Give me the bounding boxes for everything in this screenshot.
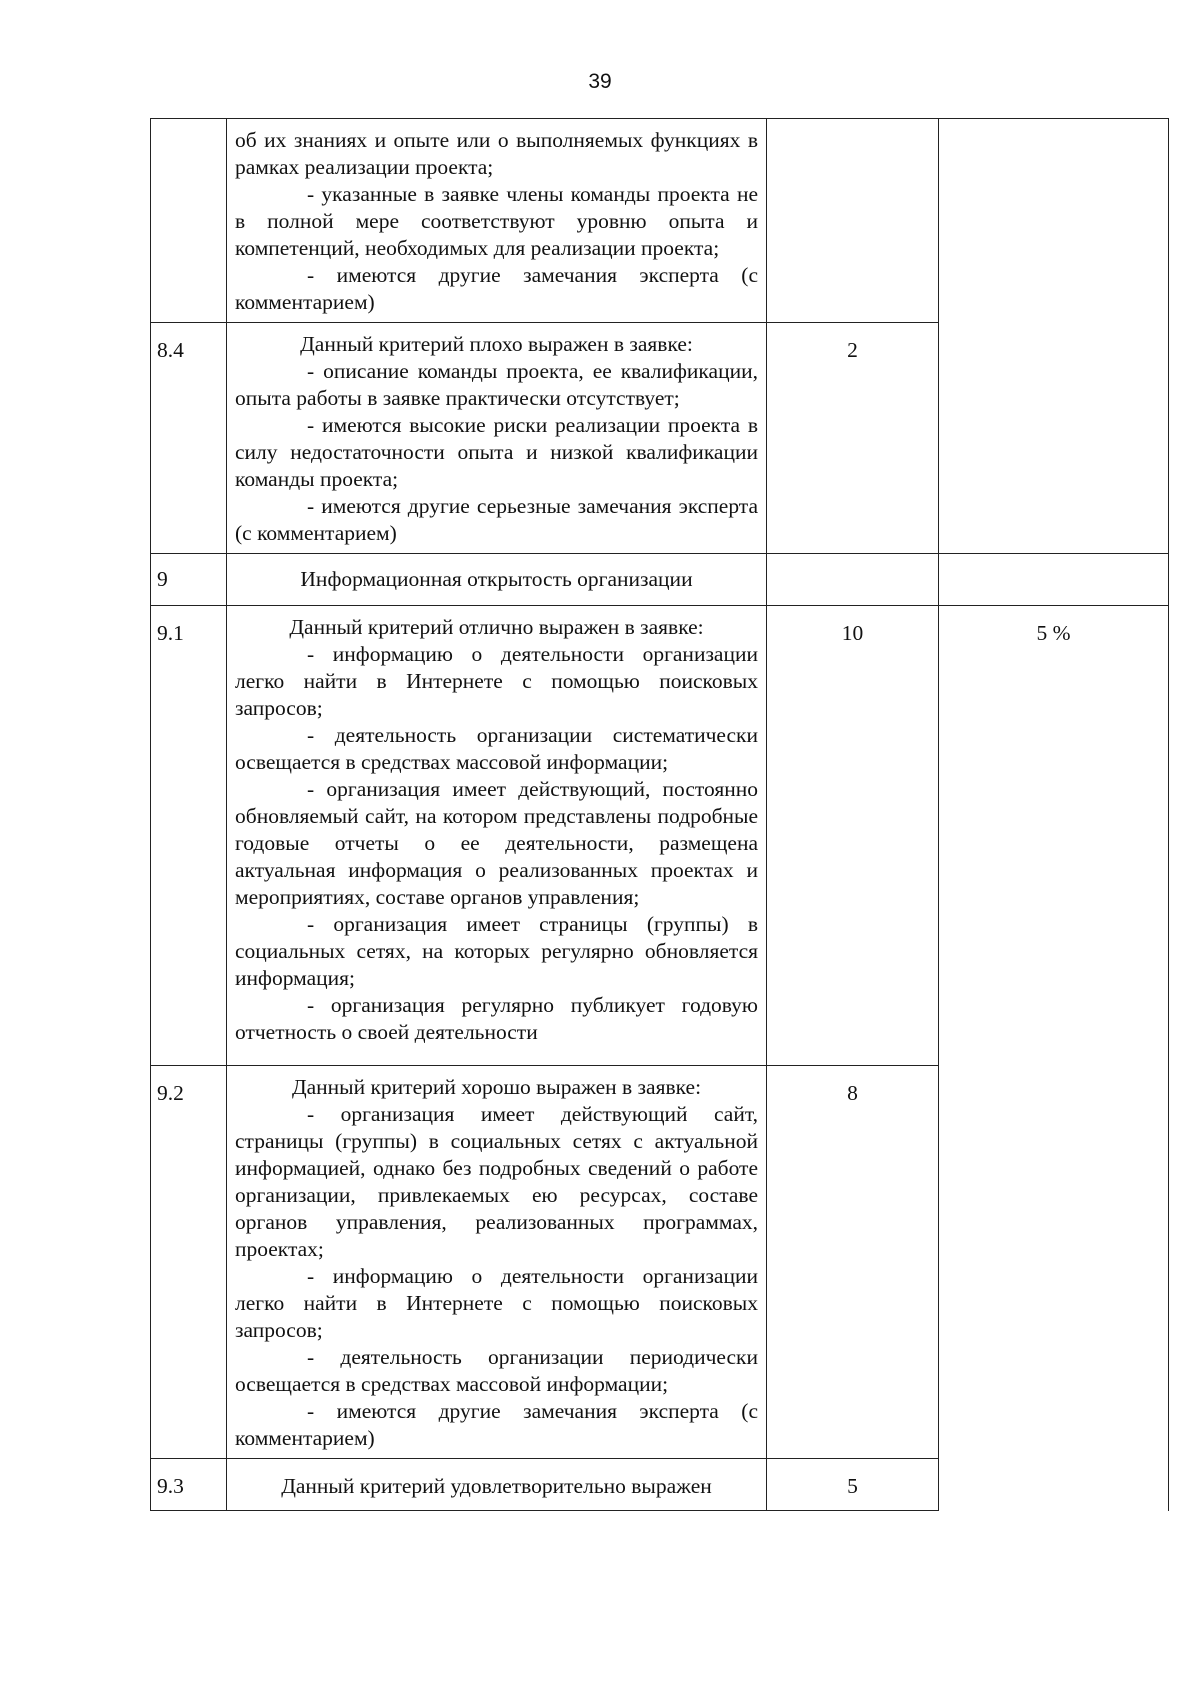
table-row bbox=[151, 606, 1169, 1066]
criterion-description bbox=[227, 1459, 767, 1511]
criterion-line: - организация имеет действующий сайт, страницы (группы) в социальных сетях с актуальной информацией, однако без подробных сведений о работе организации, привлекаемых ею ресурсах, составе органов управления, реализованных программах, проектах; bbox=[235, 1102, 758, 1261]
table-row bbox=[151, 119, 1169, 323]
criterion-title: Данный критерий отлично выражен в заявке: bbox=[289, 615, 704, 639]
criterion-line: - деятельность организации периодически освещается в средствах массовой информации; bbox=[235, 1345, 758, 1396]
table-row bbox=[151, 554, 1169, 606]
criterion-line: - описание команды проекта, ее квалификации, опыта работы в заявке практически отсутствует; bbox=[235, 359, 758, 410]
criterion-line: - информацию о деятельности организации легко найти в Интернете с помощью поисковых запросов; bbox=[235, 642, 758, 720]
page-number: 39 bbox=[588, 70, 612, 93]
criterion-line: - указанные в заявке члены команды проекта не в полной мере соответствуют уровню опыта и компетенций, необходимых для реализации проекта; bbox=[235, 182, 758, 260]
criterion-line: об их знаниях и опыте или о выполняемых функциях в рамках реализации проекта; bbox=[235, 128, 758, 179]
criterion-score bbox=[767, 119, 939, 323]
criterion-line: - имеются другие замечания эксперта (с комментарием) bbox=[235, 1399, 758, 1450]
section-score bbox=[767, 554, 939, 606]
criterion-title: Данный критерий плохо выражен в заявке: bbox=[300, 332, 693, 356]
criterion-line: - организация имеет действующий, постоянно обновляемый сайт, на котором представлены подробные годовые отчеты о ее деятельности, размещена актуальная информация о реализованных проектах и мероприятиях, составе органов управления; bbox=[235, 777, 758, 909]
criterion-number: 9.3 bbox=[151, 1459, 227, 1511]
criterion-line: - организация регулярно публикует годовую отчетность о своей деятельности bbox=[235, 993, 758, 1044]
criterion-description bbox=[227, 323, 767, 554]
criterion-number bbox=[151, 119, 227, 323]
criterion-description bbox=[227, 1066, 767, 1459]
criterion-number: 9.1 bbox=[151, 606, 227, 1066]
section-title: Информационная открытость организации bbox=[227, 554, 767, 606]
criterion-description bbox=[227, 119, 767, 323]
criterion-number: 9.2 bbox=[151, 1066, 227, 1459]
criterion-number: 8.4 bbox=[151, 323, 227, 554]
criterion-score: 2 bbox=[767, 323, 939, 554]
criterion-line: - деятельность организации систематически освещается в средствах массовой информации; bbox=[235, 723, 758, 774]
criterion-line: - организация имеет страницы (группы) в социальных сетях, на которых регулярно обновляется информация; bbox=[235, 912, 758, 990]
criterion-score: 10 bbox=[767, 606, 939, 1066]
criterion-weight-cell bbox=[939, 119, 1169, 554]
criterion-weight: 5 % bbox=[1036, 621, 1071, 645]
criterion-score: 8 bbox=[767, 1066, 939, 1459]
criterion-line: - имеются другие замечания эксперта (с комментарием) bbox=[235, 263, 758, 314]
criterion-line: - имеются высокие риски реализации проекта в силу недостаточности опыта и низкой квалификации команды проекта; bbox=[235, 413, 758, 491]
criterion-line: - имеются другие серьезные замечания эксперта (с комментарием) bbox=[235, 494, 758, 545]
criterion-score: 5 bbox=[767, 1459, 939, 1511]
criteria-table bbox=[150, 118, 1169, 1511]
section-number: 9 bbox=[151, 554, 227, 606]
criterion-title: Данный критерий хорошо выражен в заявке: bbox=[291, 1075, 702, 1099]
criterion-weight-cell bbox=[939, 606, 1169, 1511]
section-weight bbox=[939, 554, 1169, 606]
criterion-description bbox=[227, 606, 767, 1066]
criterion-line: - информацию о деятельности организации легко найти в Интернете с помощью поисковых запросов; bbox=[235, 1264, 758, 1342]
criterion-title: Данный критерий удовлетворительно выражен bbox=[281, 1474, 712, 1498]
